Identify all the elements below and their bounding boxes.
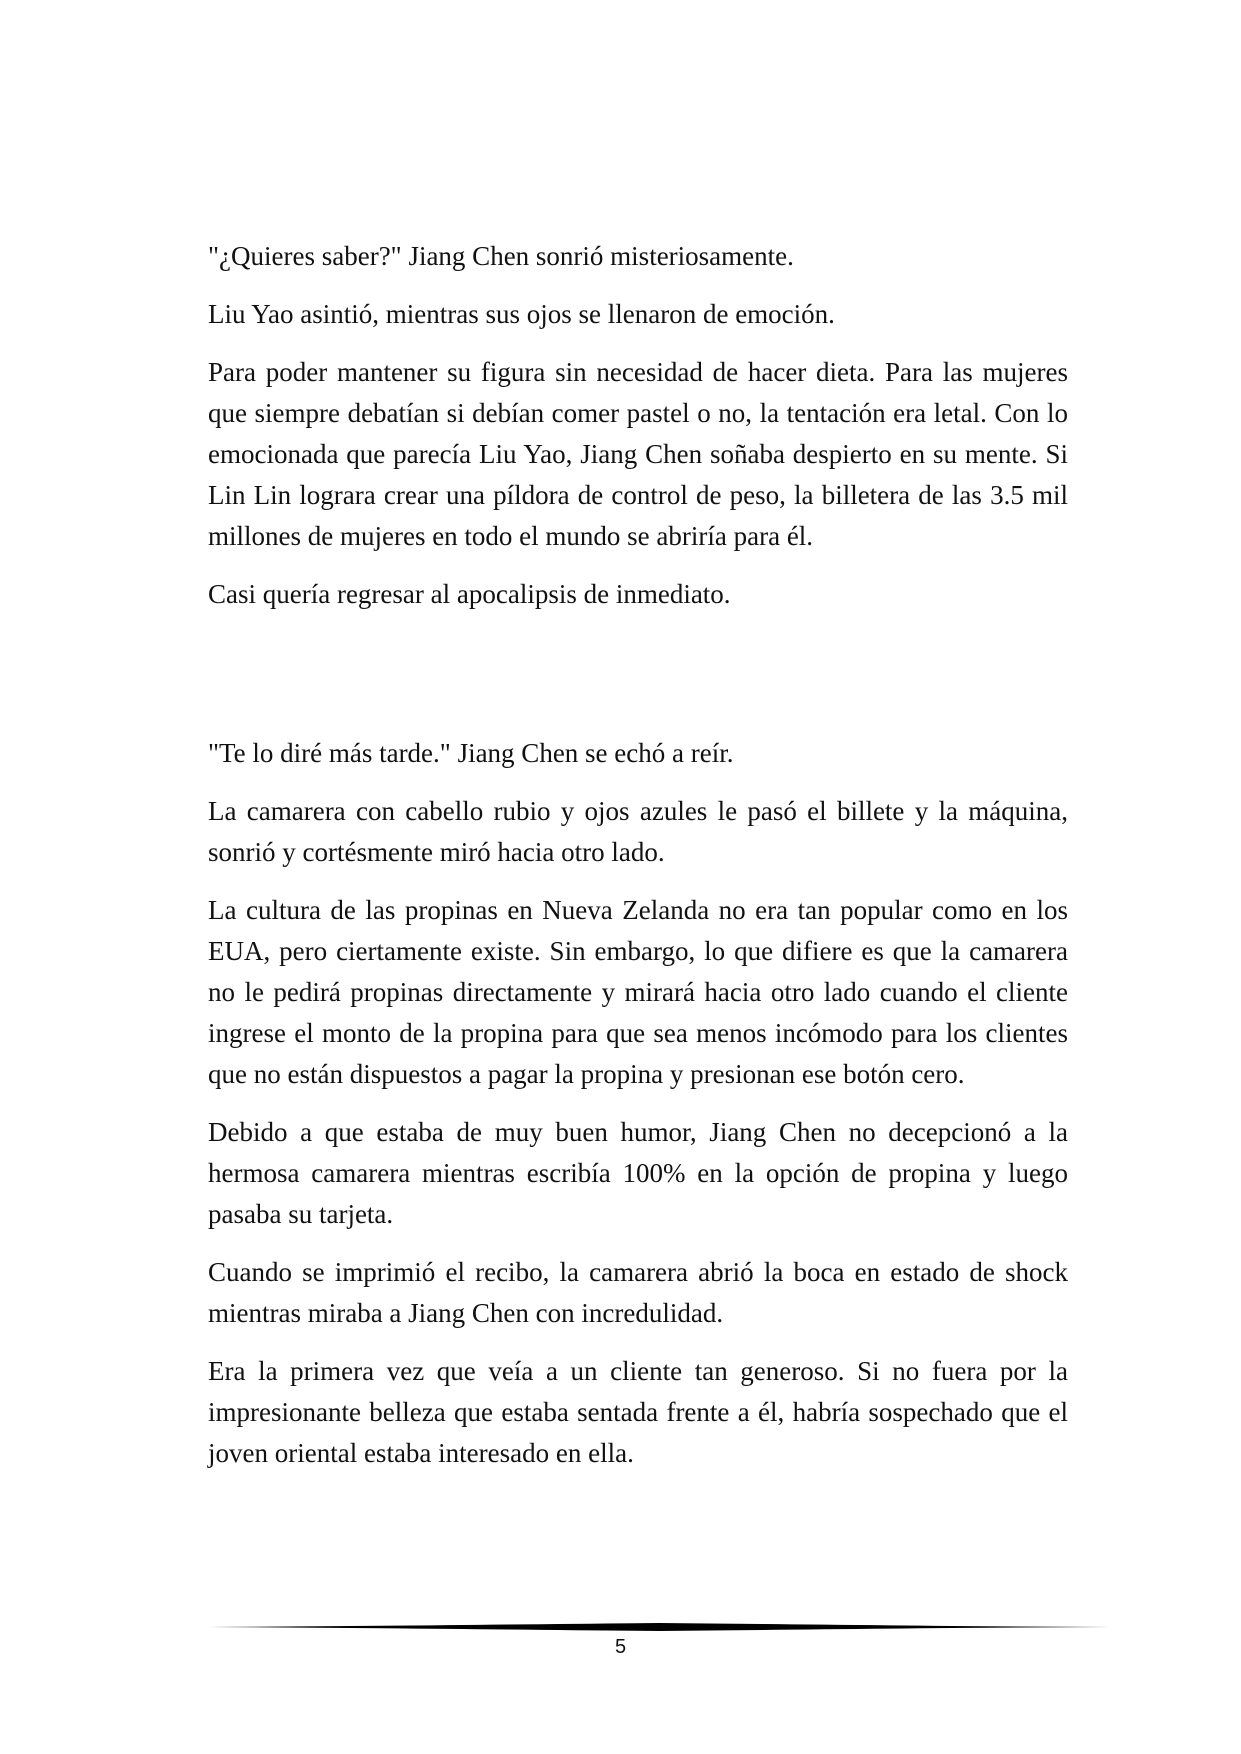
paragraph: "Te lo diré más tarde." Jiang Chen se echó a reír.: [208, 738, 734, 768]
footer-rule: [208, 1621, 1110, 1633]
text-section-1: [208, 236, 1068, 632]
paragraph: Para poder mantener su figura sin necesidad de hacer dieta. Para las mujeres que siempre debatían si debían comer pastel o no, la tentación era letal. Con lo emocionada que parecía Liu Yao, Jiang Chen soñaba despierto en su mente. Si Lin Lin lograra crear una píldora de control de peso, la billetera de las 3.5 mil millones de mujeres en todo el mundo se abriría para él.: [208, 357, 1068, 551]
paragraph: Cuando se imprimió el recibo, la camarera abrió la boca en estado de shock mientras miraba a Jiang Chen con incredulidad.: [208, 1257, 1068, 1328]
paragraph: La cultura de las propinas en Nueva Zelanda no era tan popular como en los EUA, pero ciertamente existe. Sin embargo, lo que difiere es que la camarera no le pedirá propinas directamente y mirará hacia otro lado cuando el cliente ingrese el monto de la propina para que sea menos incómodo para los clientes que no están dispuestos a pagar la propina y presionan ese botón cero.: [208, 895, 1068, 1089]
paragraph: La camarera con cabello rubio y ojos azules le pasó el billete y la máquina, sonrió y cortésmente miró hacia otro lado.: [208, 796, 1068, 867]
footer-rule-swash: [208, 1623, 1110, 1631]
paragraph: Debido a que estaba de muy buen humor, Jiang Chen no decepcionó a la hermosa camarera mientras escribía 100% en la opción de propina y luego pasaba su tarjeta.: [208, 1117, 1068, 1229]
paragraph: Casi quería regresar al apocalipsis de inmediato.: [208, 579, 731, 609]
paragraph: Era la primera vez que veía a un cliente tan generoso. Si no fuera por la impresionante belleza que estaba sentada frente a él, habría sospechado que el joven oriental estaba interesado en ella.: [208, 1356, 1068, 1468]
paragraph: Liu Yao asintió, mientras sus ojos se llenaron de emoción.: [208, 299, 835, 329]
paragraph: "¿Quieres saber?" Jiang Chen sonrió misteriosamente.: [208, 241, 794, 271]
page-number: 5: [614, 1636, 627, 1658]
text-section-2: [208, 733, 1068, 1491]
